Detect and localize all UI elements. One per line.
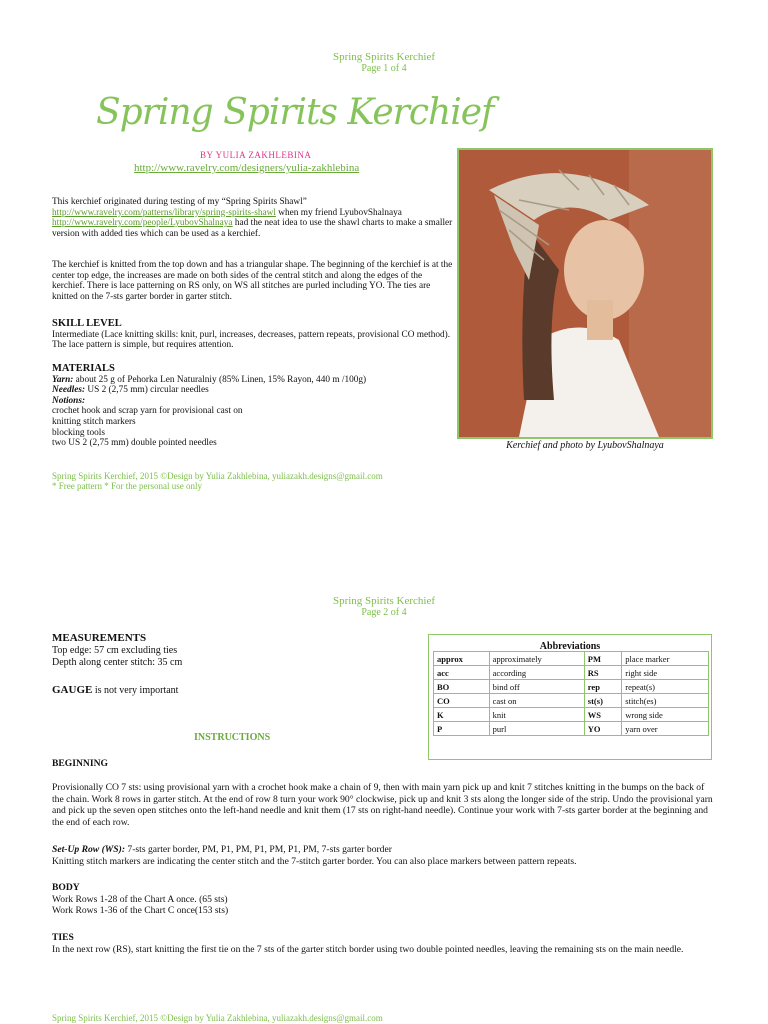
gauge-text: is not very important bbox=[92, 685, 179, 696]
document-title: Spring Spirits Kerchief bbox=[96, 92, 494, 133]
author-name: BY YULIA ZAKHLEBINA bbox=[200, 150, 312, 160]
kerchief-photo-illustration bbox=[459, 150, 711, 437]
abbreviation-term: acc bbox=[434, 666, 490, 680]
abbreviation-meaning: right side bbox=[622, 666, 709, 680]
construction-paragraph: The kerchief is knitted from the top down and has a triangular shape. The beginning of the kerchief is at the center top edge, the increases are made on both sides of the central stitch and along the edges of the kerchief. There is lace patterning on RS only, on WS all stitches are purled including YO. The ties are knitted on the 7-sts garter border in garter stitch. bbox=[52, 260, 453, 302]
abbreviation-meaning: cast on bbox=[489, 694, 584, 708]
needles-label: Needles: bbox=[52, 385, 86, 396]
page2-header-page: Page 2 of 4 bbox=[361, 607, 407, 618]
gauge-label: GAUGE bbox=[52, 684, 93, 696]
needles-line bbox=[52, 385, 454, 396]
page1-header-page: Page 1 of 4 bbox=[361, 63, 407, 74]
abbreviation-row bbox=[434, 722, 709, 736]
materials-section bbox=[52, 364, 454, 449]
friend-profile-link[interactable]: http://www.ravelry.com/people/LyubovShalnaya bbox=[52, 218, 233, 229]
skill-section bbox=[52, 319, 454, 351]
abbreviation-meaning: bind off bbox=[489, 680, 584, 694]
abbreviation-term: PM bbox=[584, 652, 621, 666]
abbreviations-title: Abbreviations bbox=[539, 641, 601, 652]
notion-item: knitting stitch markers bbox=[52, 416, 136, 427]
abbreviation-meaning: knit bbox=[489, 708, 584, 722]
instructions-heading: INSTRUCTIONS bbox=[194, 732, 271, 743]
abbreviation-term: K bbox=[434, 708, 490, 722]
setup-text: 7-sts garter border, PM, P1, PM, P1, PM, P1, PM, 7-sts garter border bbox=[125, 844, 392, 855]
skill-heading: SKILL LEVEL bbox=[52, 318, 122, 329]
abbreviation-term: WS bbox=[584, 708, 621, 722]
body-step-1: Work Rows 1-28 of the Chart A once. (65 sts) bbox=[52, 893, 228, 905]
page2-footer: Spring Spirits Kerchief, 2015 ©Design by Yulia Zakhlebina, yuliazakh.designs@gmail.com bbox=[52, 1013, 383, 1023]
page1-footer-free: * Free pattern * For the personal use only bbox=[52, 481, 202, 491]
intro-text-3: had the neat idea to use the shawl charts to make a smaller version with added ties which can be used as a kerchief. bbox=[52, 218, 453, 239]
abbreviation-meaning: yarn over bbox=[622, 722, 709, 736]
abbreviation-row bbox=[434, 680, 709, 694]
page1-footer bbox=[52, 471, 383, 491]
page1-header bbox=[0, 52, 768, 74]
ties-text: In the next row (RS), start knitting the first tie on the 7 sts of the garter stitch border using two double pointed needles, leaving the remaining sts on the main needle. bbox=[52, 943, 684, 955]
notions-label-text: Notions: bbox=[52, 395, 86, 406]
abbreviation-row bbox=[434, 708, 709, 722]
measurements-list bbox=[52, 645, 182, 669]
notions-label bbox=[52, 396, 454, 407]
body-section bbox=[52, 882, 716, 917]
yarn-label: Yarn: bbox=[52, 374, 74, 385]
notion-item: blocking tools bbox=[52, 427, 105, 438]
notion-item: two US 2 (2,75 mm) double pointed needles bbox=[52, 438, 217, 449]
abbreviation-meaning: approximately bbox=[489, 652, 584, 666]
gauge-line bbox=[52, 684, 178, 697]
top-edge: Top edge: 57 cm excluding ties bbox=[52, 645, 178, 656]
intro-paragraph bbox=[52, 197, 454, 239]
abbreviation-meaning: repeat(s) bbox=[622, 680, 709, 694]
setup-label: Set-Up Row (WS): bbox=[52, 844, 126, 855]
needles-text: US 2 (2,75 mm) circular needles bbox=[85, 385, 209, 396]
abbreviation-term: rep bbox=[584, 680, 621, 694]
page1-footer-copyright: Spring Spirits Kerchief, 2015 ©Design by Yulia Zakhlebina, yuliazakh.designs@gmail.com bbox=[52, 471, 383, 481]
abbreviation-term: YO bbox=[584, 722, 621, 736]
shawl-pattern-link[interactable]: http://www.ravelry.com/patterns/library/spring-spirits-shawl bbox=[52, 207, 276, 218]
yarn-text: about 25 g of Pehorka Len Naturalniy (85% Linen, 15% Rayon, 440 m /100g) bbox=[73, 374, 367, 385]
abbreviation-meaning: wrong side bbox=[622, 708, 709, 722]
intro-text-1: This kerchief originated during testing of my “Spring Spirits Shawl” bbox=[52, 197, 307, 207]
abbreviation-term: RS bbox=[584, 666, 621, 680]
abbreviations-table bbox=[433, 651, 709, 736]
yarn-line bbox=[52, 375, 454, 386]
abbreviation-row bbox=[434, 652, 709, 666]
abbreviation-term: approx bbox=[434, 652, 490, 666]
page2-header-title: Spring Spirits Kerchief bbox=[332, 595, 436, 607]
setup-row bbox=[52, 844, 716, 867]
abbreviation-row bbox=[434, 666, 709, 680]
skill-text: Intermediate (Lace knitting skills: knit, purl, increases, decreases, pattern repeats, provisional CO method). The lace pattern is simple, but requires attention. bbox=[52, 329, 451, 351]
author-link[interactable]: http://www.ravelry.com/designers/yulia-zakhlebina bbox=[134, 162, 360, 174]
abbreviation-term: CO bbox=[434, 694, 490, 708]
photo-caption: Kerchief and photo by LyubovShalnaya bbox=[506, 440, 664, 451]
ties-heading: TIES bbox=[52, 932, 74, 943]
abbreviation-term: BO bbox=[434, 680, 490, 694]
body-step-2: Work Rows 1-36 of the Chart C once(153 sts) bbox=[52, 905, 229, 917]
abbreviation-meaning: stitch(es) bbox=[622, 694, 709, 708]
kerchief-photo bbox=[457, 148, 713, 439]
beginning-heading: BEGINNING bbox=[52, 758, 108, 769]
markers-text: Knitting stitch markers are indicating the center stitch and the 7-stitch garter border. You can also place markers between pattern repeats. bbox=[52, 855, 577, 867]
materials-heading: MATERIALS bbox=[52, 363, 115, 374]
page1-header-title: Spring Spirits Kerchief bbox=[332, 51, 436, 63]
notion-item: crochet hook and scrap yarn for provisional cast on bbox=[52, 406, 243, 417]
abbreviation-meaning: according bbox=[489, 666, 584, 680]
abbreviation-meaning: place marker bbox=[622, 652, 709, 666]
ties-section bbox=[52, 932, 716, 955]
page2-header bbox=[0, 596, 768, 618]
abbreviation-term: P bbox=[434, 722, 490, 736]
abbreviation-row bbox=[434, 694, 709, 708]
body-heading: BODY bbox=[52, 882, 80, 893]
intro-text-2: when my friend LyubovShalnaya bbox=[275, 207, 402, 218]
abbreviation-meaning: purl bbox=[489, 722, 584, 736]
abbreviation-term: st(s) bbox=[584, 694, 621, 708]
measurements-heading: MEASUREMENTS bbox=[52, 632, 147, 644]
center-depth: Depth along center stitch: 35 cm bbox=[52, 657, 183, 668]
beginning-text: Provisionally CO 7 sts: using provisional yarn with a crochet hook make a chain of 9, then with main yarn pick up and knit 7 stitches knitting in the bumps on the back of the chain. Work 8 rows in garter stitch. At the end of row 8 turn your work 90° clockwise, pick up and knit 3 sts along the longer side of the strip. Undo the provisional yarn and pick up the seven open stitches onto the left-hand needle and knit them (17 sts on right-hand needle). Continue your work with 7-sts garter border at the beginning and the end of each row. bbox=[52, 782, 713, 828]
abbreviations-box bbox=[428, 634, 712, 760]
